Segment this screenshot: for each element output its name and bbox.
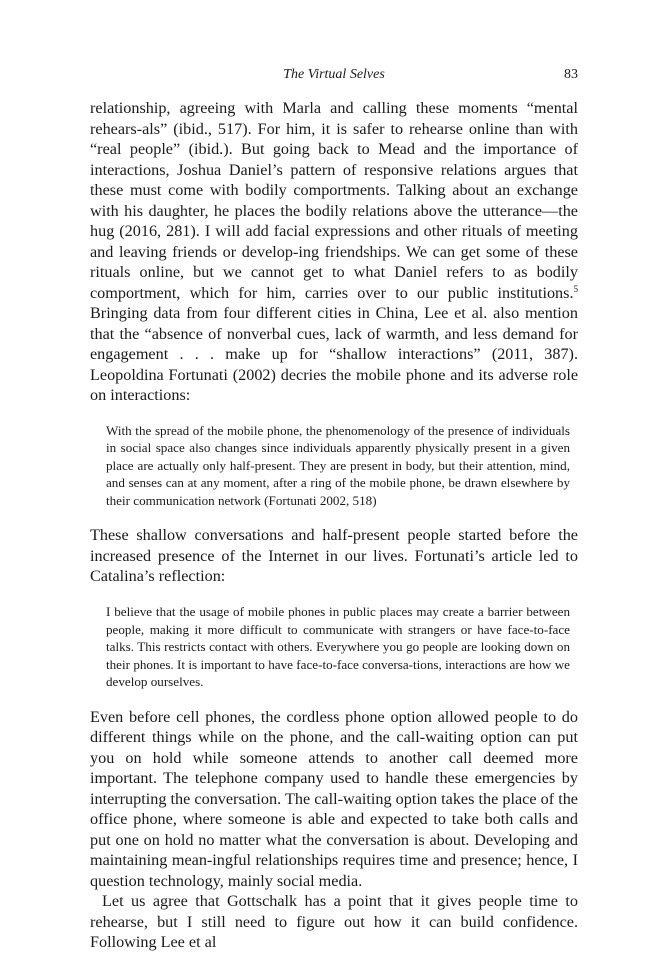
paragraph-2: These shallow conversations and half-present people started before the increased presence of the Internet in our lives. Fortunati’s article led to Catalina’s reflection: — [90, 526, 578, 586]
body-text — [90, 98, 578, 953]
block-quote-fortunati: With the spread of the mobile phone, the phenomenology of the presence of individuals in social space also changes since individuals apparently physically present in a given place are actually only half-present. They are present in body, but their attention, mind, and senses can at any moment, after a ring of the mobile phone, be drawn elsewhere by their communication network (Fortunati 2002, 518) — [106, 422, 570, 508]
paragraph-1-text: relationship, agreeing with Marla and calling these moments “mental rehears-als” (ibid., 517). For him, it is safer to rehearse online than with “real people” (ibid.). But going back to Mead and the importance of interactions, Joshua Daniel’s pattern of responsive relations argues that these must come with bodily comportments. Talking about an exchange with his daughter, he places the bodily relations above the utterance—the hug (2016, 281). I will add facial expressions and other rituals of meeting and leaving friends or develop-ing friendships. We can get some of these rituals online, but we cannot get to what Daniel refers to as bodily comportment, which for him, carries over to our public institutions. — [90, 99, 578, 302]
page-number: 83 — [564, 67, 578, 82]
paragraph-1 — [90, 98, 578, 406]
paragraph-1-continuation: Bringing data from four different cities in China, Lee et al. also mention that the “absence of nonverbal cues, lack of warmth, and less demand for engagement . . . make up for “shallow interactions” (2011, 387). Leopoldina Fortunati (2002) decries the mobile phone and its adverse role on interactions: — [90, 304, 578, 404]
block-quote-catalina: I believe that the usage of mobile phones in public places may create a barrier between people, making it more difficult to communicate with strangers or have face-to-face talks. This restricts contact with others. Everywhere you go people are looking down on their phones. It is important to have face-to-face conversa-tions, interactions are how we develop ourselves. — [106, 603, 570, 690]
paragraph-4: Let us agree that Gottschalk has a point that it gives people time to rehearse, but I still need to figure out how it can build confidence. Following Lee et al — [90, 892, 578, 952]
running-title: The Virtual Selves — [283, 67, 385, 82]
running-header — [90, 66, 578, 86]
footnote-marker: 5 — [573, 283, 578, 294]
paragraph-3: Even before cell phones, the cordless phone option allowed people to do different things while on the phone, and the call-waiting option can put you on hold while someone attends to another call deemed more important. The telephone company used to handle these emergencies by interrupting the conversation. The call-waiting option takes the place of the office phone, where someone is able and expected to take both calls and put one on hold no matter what the conversation is about. Developing and maintaining mean-ingful relationships requires time and presence; hence, I question technology, mainly social media. — [90, 707, 578, 890]
